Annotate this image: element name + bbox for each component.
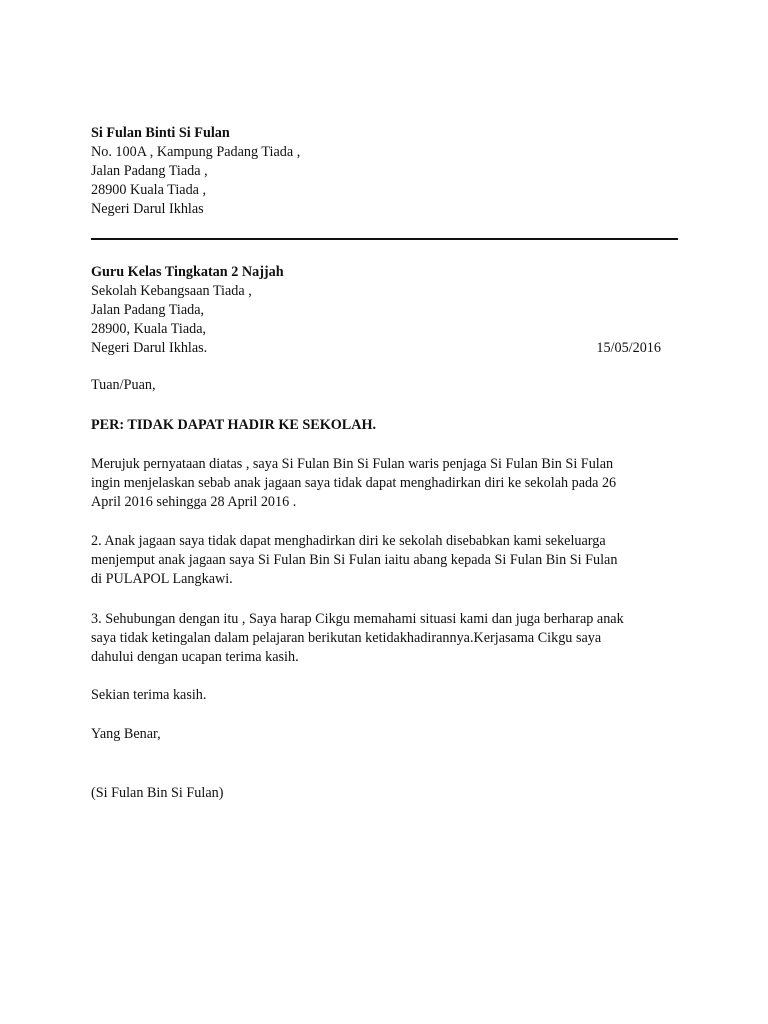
- salutation-text: Tuan/Puan,: [91, 377, 156, 393]
- sender-block: [91, 124, 300, 219]
- recipient-title: Guru Kelas Tingkatan 2 Najjah: [91, 264, 284, 280]
- sender-address-line: No. 100A , Kampung Padang Tiada ,: [91, 144, 301, 160]
- sender-address-line: Negeri Darul Ikhlas: [91, 201, 204, 217]
- subject-text: PER: TIDAK DAPAT HADIR KE SEKOLAH.: [91, 417, 377, 433]
- signature-block: [91, 784, 223, 803]
- body-paragraph: [91, 455, 681, 512]
- paragraph-line: ingin menjelaskan sebab anak jagaan saya tidak dapat menghadirkan diri ke sekolah pada 26: [91, 475, 617, 491]
- paragraph-line: Merujuk pernyataan diatas , saya Si Fulan Bin Si Fulan waris penjaga Si Fulan Bin Si Fulan: [91, 456, 614, 472]
- sender-address-line: Jalan Padang Tiada ,: [91, 163, 208, 179]
- recipient-address-line: Jalan Padang Tiada,: [91, 302, 205, 318]
- closing-text: Sekian terima kasih.: [91, 687, 207, 703]
- signature-name: (Si Fulan Bin Si Fulan): [91, 785, 224, 801]
- header-divider: [91, 238, 678, 240]
- closing-thanks: [91, 686, 206, 705]
- paragraph-line: menjemput anak jagaan saya Si Fulan Bin Si Fulan iaitu abang kepada Si Fulan Bin Si Fulan: [91, 552, 618, 568]
- paragraph-line: dahului dengan ucapan terima kasih.: [91, 649, 299, 665]
- recipient-address-line: 28900, Kuala Tiada,: [91, 321, 207, 337]
- paragraph-line: di PULAPOL Langkawi.: [91, 571, 233, 587]
- recipient-address-line: Sekolah Kebangsaan Tiada ,: [91, 283, 252, 299]
- paragraph-line: 2. Anak jagaan saya tidak dapat menghadirkan diri ke sekolah disebabkan kami sekeluarga: [91, 533, 606, 549]
- subject-line: [91, 416, 376, 435]
- body-paragraph: [91, 610, 681, 667]
- body-paragraph: [91, 532, 681, 589]
- closing-sign-off: [91, 725, 161, 744]
- paragraph-line: April 2016 sehingga 28 April 2016 .: [91, 494, 297, 510]
- sender-name: Si Fulan Binti Si Fulan: [91, 125, 230, 141]
- paragraph-line: 3. Sehubungan dengan itu , Saya harap Cikgu memahami situasi kami dan juga berharap anak: [91, 611, 624, 627]
- closing-text: Yang Benar,: [91, 726, 161, 742]
- salutation: [91, 376, 156, 395]
- sender-address-line: 28900 Kuala Tiada ,: [91, 182, 207, 198]
- letter-date: 15/05/2016: [596, 340, 661, 356]
- recipient-address-line: Negeri Darul Ikhlas.: [91, 340, 208, 356]
- paragraph-line: saya tidak ketingalan dalam pelajaran berikutan ketidakhadirannya.Kerjasama Cikgu saya: [91, 630, 602, 646]
- recipient-block: [91, 263, 671, 358]
